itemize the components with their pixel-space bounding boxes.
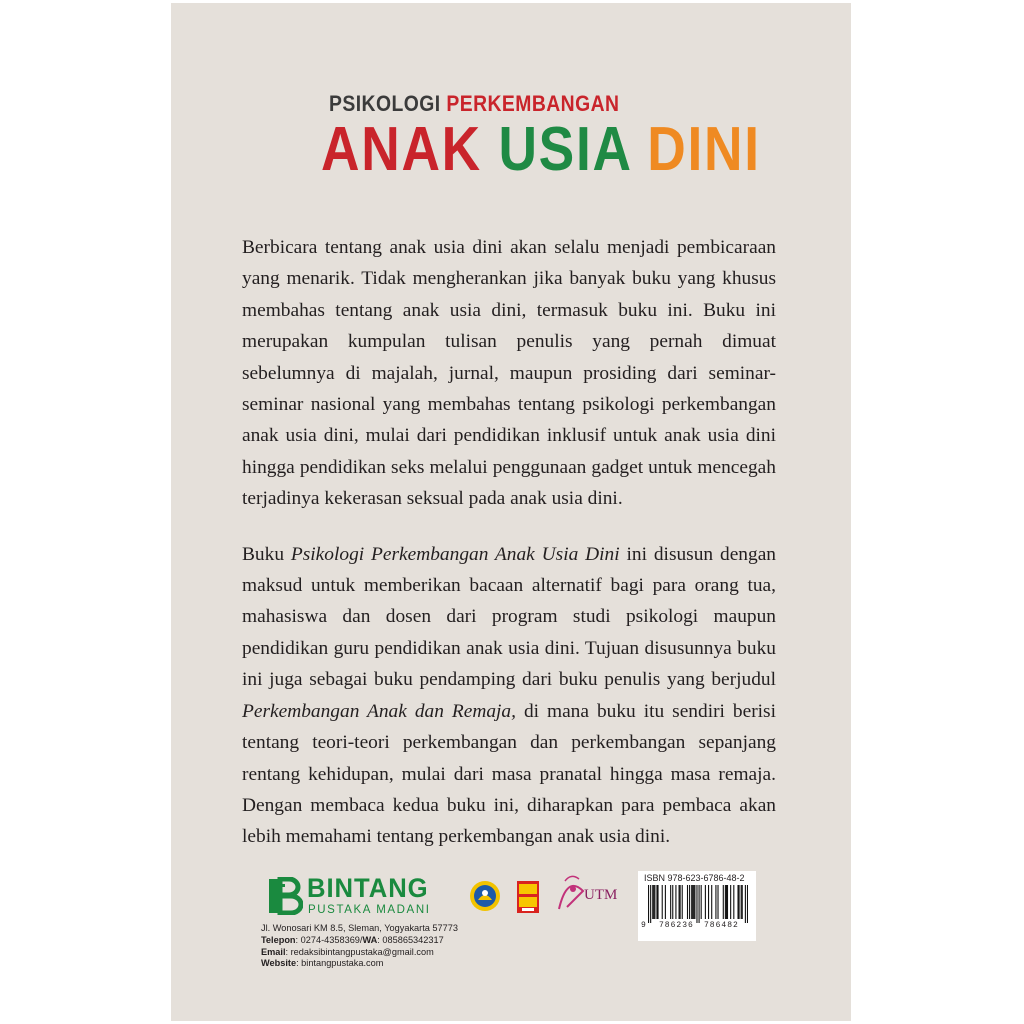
barcode-bar (694, 885, 695, 919)
barcode-bar (715, 885, 716, 919)
barcode-bar (725, 885, 726, 919)
utm-logo-text: UTM (584, 887, 618, 903)
barcode-bar (708, 885, 709, 919)
barcode-bar (691, 885, 692, 919)
blurb-paragraph-1: Berbicara tentang anak usia dini akan selalu menjadi pembicaraan yang menarik. Tidak mengherankan jika banyak buku yang khusus membahas tentang anak usia dini, termasuk buku ini. Buku ini merupakan kumpulan tulisan penulis yang pernah dimuat sebelumnya di majalah, jurnal, maupun prosiding dari seminar-seminar nasional yang membahas tentang psikologi perkembangan anak usia dini, mulai dari pendidikan inklusif untuk anak usia dini hingga pendidikan seks melalui penggunaan gadget untuk mencegah terjadinya kekerasan seksual pada anak usia dini. (242, 237, 776, 510)
barcode-bar (701, 885, 702, 919)
blurb-p2-part-c: di mana buku itu sendiri berisi tentang teori-teori perkembangan dan perkembangan sepanjang rentang kehidupan, mulai dari masa pranatal hingga masa remaja. Dengan membaca kedua buku ini, diharapkan para pembaca akan lebih memahami tentang perkembangan anak usia dini. (242, 700, 776, 848)
faculty-emblem-icon (516, 880, 540, 914)
barcode-bar (654, 885, 655, 919)
title-usia: USIA (498, 115, 631, 184)
blurb-book-title-1: Psikologi Perkembangan Anak Usia Dini (290, 543, 620, 565)
phone-label: Telepon (261, 934, 296, 945)
barcode-bar (726, 885, 727, 919)
barcode-left-digits: 786236 (659, 921, 694, 930)
barcode-bar (739, 885, 740, 919)
barcode-bar (650, 885, 651, 923)
barcode-bar (692, 885, 693, 919)
barcode-bar (737, 885, 738, 919)
blurb-p2-part-b: ini disusun dengan maksud untuk memberikan bacaan alternatif bagi para orang tua, mahasiswa dan dosen dari program studi psikologi maupun pendidikan guru pendidikan anak usia dini. Tujuan disusunnya buku ini juga sebagai buku pendamping dari buku penulis yang berjudul (242, 543, 776, 691)
blurb-paragraph-2 (242, 539, 776, 853)
publisher-name: BINTANG (307, 873, 429, 903)
barcode-bar (672, 885, 673, 919)
website-label: Website (261, 958, 297, 969)
publisher-website (261, 958, 458, 970)
barcode-bar (689, 885, 690, 919)
barcode-bar (705, 885, 706, 919)
barcode-bar (747, 885, 748, 923)
publisher-phone (261, 935, 458, 947)
publisher-email (261, 947, 458, 959)
wa-value: : 085865342317 (377, 934, 444, 945)
barcode-bar (742, 885, 743, 919)
barcode-bar (699, 885, 700, 923)
title-psikologi: PSIKOLOGI (329, 91, 441, 116)
barcode-bar (687, 885, 688, 919)
barcode-bar (733, 885, 734, 919)
email-label: Email (261, 946, 286, 957)
publisher-contact (261, 923, 458, 970)
barcode-bar (730, 885, 731, 919)
barcode-bar (680, 885, 681, 919)
book-back-cover (171, 3, 851, 1021)
title-dini: DINI (647, 115, 761, 184)
barcode-bar (657, 885, 658, 919)
title-main (321, 115, 761, 185)
blurb-text (242, 232, 776, 853)
barcode-bar (741, 885, 742, 919)
publisher-address: Jl. Wonosari KM 8.5, Sleman, Yogyakarta 57773 (261, 923, 458, 933)
barcode-bar (745, 885, 746, 923)
barcode-bar (652, 885, 653, 919)
barcode-bar (679, 885, 680, 919)
barcode-bar (693, 885, 694, 919)
barcode-bar (662, 885, 663, 919)
blurb-p2-part-a: Buku (242, 543, 291, 565)
phone-value: : 0274-4358369/ (295, 934, 363, 945)
barcode-bar (670, 885, 671, 919)
barcode-bar (648, 885, 649, 923)
blurb-book-title-2: Perkembangan Anak dan Remaja, (242, 700, 516, 722)
barcode-right-digits: 786482 (704, 921, 739, 930)
publisher-subname: PUSTAKA MADANI (308, 904, 431, 916)
barcode-bar (656, 885, 657, 919)
title-perkembangan: PERKEMBANGAN (446, 91, 620, 116)
barcode-first-digit: 9 (641, 921, 646, 930)
barcode-bar (682, 885, 683, 919)
barcode-bar (696, 885, 697, 923)
barcode-bar (717, 885, 718, 919)
wa-label: WA (362, 934, 378, 945)
barcode-bar (711, 885, 712, 919)
title-line-1 (329, 91, 619, 117)
email-value: : redaksibintangpustaka@gmail.com (285, 946, 434, 957)
isbn-barcode-block (638, 871, 756, 941)
university-emblem-icon (469, 880, 501, 912)
publisher-b-icon (267, 877, 303, 915)
barcode-bar (665, 885, 666, 919)
isbn-number: ISBN 978-623-6786-48-2 (644, 873, 745, 883)
barcode-icon (648, 885, 748, 923)
barcode-bar (675, 885, 676, 919)
barcode-bar (727, 885, 728, 919)
barcode-bar (653, 885, 654, 919)
title-anak: ANAK (321, 115, 482, 184)
website-value: : bintangpustaka.com (296, 958, 384, 969)
barcode-bar (723, 885, 724, 919)
